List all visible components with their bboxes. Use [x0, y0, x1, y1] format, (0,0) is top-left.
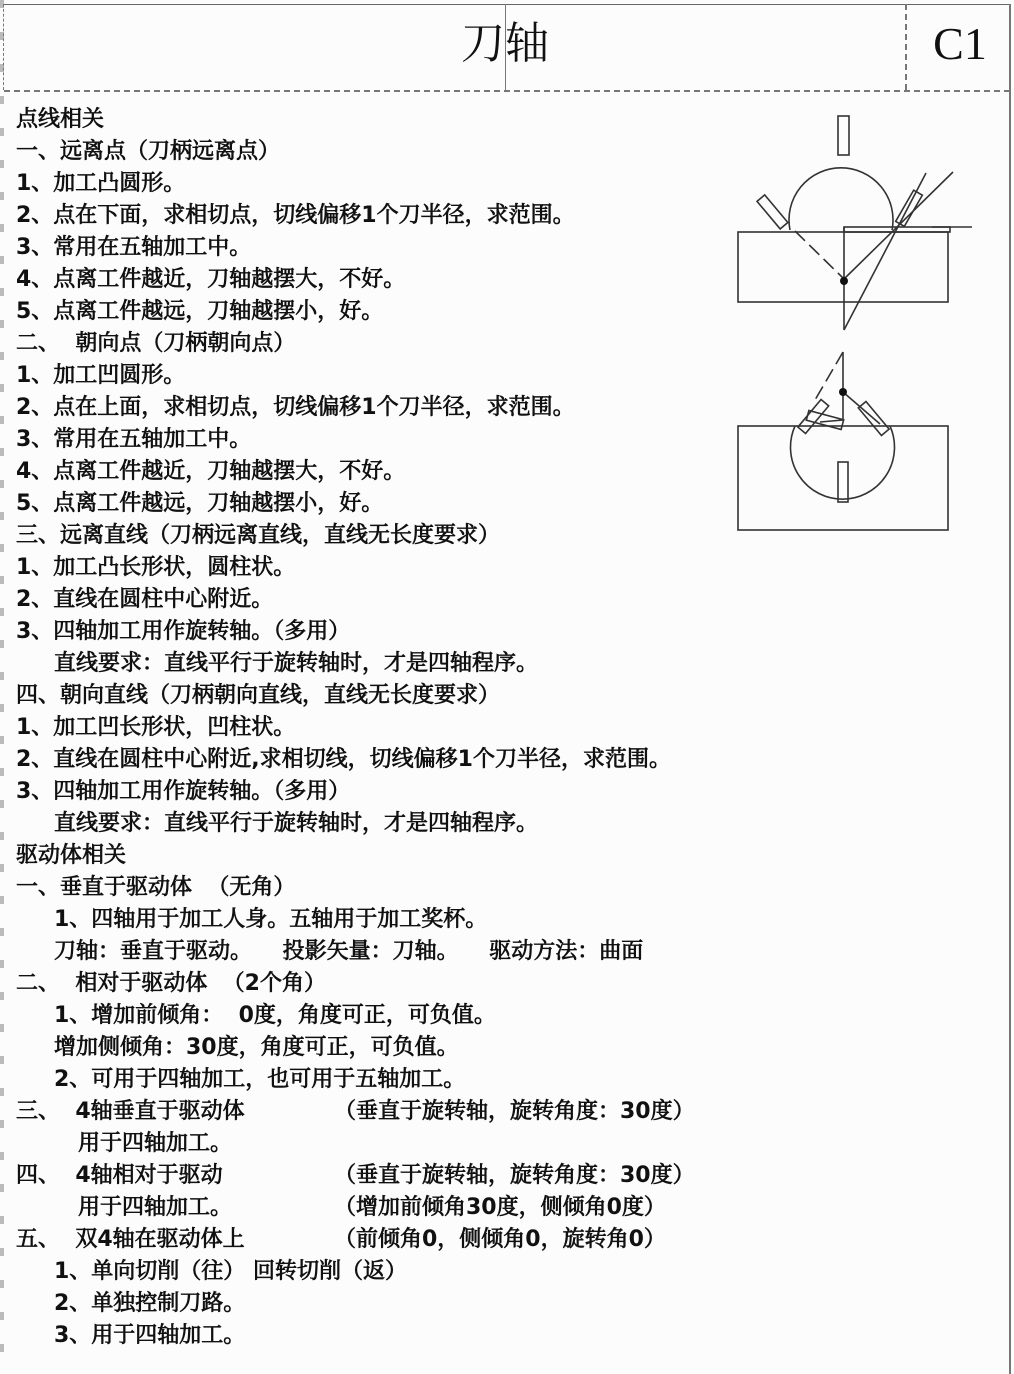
list-item: 2、点在上面，求相切点，切线偏移1个刀半径，求范围。	[16, 395, 575, 420]
toward-line-heading: 四、朝向直线（刀柄朝向直线，直线无长度要求）	[16, 683, 501, 708]
list-item: 3、用于四轴加工。	[54, 1323, 246, 1348]
list-item: 2、点在下面，求相切点，切线偏移1个刀半径，求范围。	[16, 203, 575, 228]
four-axis-relative-note2: （增加前倾角30度，侧倾角0度）	[334, 1195, 666, 1220]
list-item: 2、直线在圆柱中心附近,求相切线，切线偏移1个刀半径，求范围。	[16, 747, 671, 772]
far-line-heading: 三、远离直线（刀柄远离直线，直线无长度要求）	[16, 523, 501, 548]
tool-bottom	[838, 462, 848, 502]
list-item: 3、常用在五轴加工中。	[16, 427, 252, 452]
list-item: 1、加工凸圆形。	[16, 171, 186, 196]
workpiece-block	[738, 232, 948, 302]
far-point-marker	[840, 277, 848, 285]
page-title: 刀轴	[461, 18, 549, 69]
far-point-diagram	[720, 105, 1014, 340]
list-item: 用于四轴加工。	[78, 1195, 233, 1220]
four-axis-relative-note: （垂直于旋转轴，旋转角度：30度）	[334, 1163, 695, 1188]
workpiece-block	[738, 426, 948, 530]
list-item: 1、加工凹圆形。	[16, 363, 186, 388]
section-heading: 点线相关	[16, 107, 105, 132]
list-item: 5、点离工件越远，刀轴越摆小，好。	[16, 299, 384, 324]
page-code: C1	[933, 18, 987, 69]
four-axis-normal-note: （垂直于旋转轴，旋转角度：30度）	[334, 1099, 695, 1124]
tool-top	[838, 116, 849, 155]
list-item: 2、直线在圆柱中心附近。	[16, 587, 274, 612]
list-item: 1、四轴用于加工人身。五轴用于加工奖杯。	[54, 907, 488, 932]
list-item: 3、四轴加工用作旋转轴。（多用）	[16, 619, 351, 644]
dual-four-axis-note: （前倾角0，侧倾角0，旋转角0）	[334, 1227, 666, 1252]
list-item: 增加侧倾角：30度，角度可正，可负值。	[54, 1035, 459, 1060]
four-axis-relative-heading: 四、 4轴相对于驱动	[16, 1163, 223, 1188]
list-item: 用于四轴加工。	[78, 1131, 233, 1156]
relative-to-drive-heading: 二、 相对于驱动体 （2个角）	[16, 971, 326, 996]
header-bottom-divider	[4, 90, 1010, 92]
four-axis-normal-heading: 三、 4轴垂直于驱动体	[16, 1099, 245, 1124]
list-item: 3、常用在五轴加工中。	[16, 235, 252, 260]
section-heading: 驱动体相关	[16, 843, 127, 868]
list-item: 4、点离工件越近，刀轴越摆大，不好。	[16, 459, 406, 484]
tool-right	[896, 190, 923, 226]
list-item: 2、单独控制刀路。	[54, 1291, 246, 1316]
list-item: 3、四轴加工用作旋转轴。（多用）	[16, 779, 351, 804]
list-item: 5、点离工件越远，刀轴越摆小，好。	[16, 491, 384, 516]
list-item: 2、可用于四轴加工，也可用于五轴加工。	[54, 1067, 466, 1092]
toward-point-heading: 二、 朝向点（刀柄朝向点）	[16, 331, 296, 356]
far-point-heading: 一、远离点（刀柄远离点）	[16, 139, 281, 164]
tool-left	[757, 195, 788, 229]
list-item: 4、点离工件越近，刀轴越摆大，不好。	[16, 267, 406, 292]
list-item: 1、增加前倾角： 0度，角度可正，可负值。	[54, 1003, 496, 1028]
list-item: 1、加工凸长形状，圆柱状。	[16, 555, 296, 580]
toward-point-marker	[839, 388, 847, 396]
normal-to-drive-heading: 一、垂直于驱动体 （无角）	[16, 875, 296, 900]
toward-point-diagram	[720, 340, 1014, 540]
list-item: 1、单向切削（往） 回转切削（返）	[54, 1259, 407, 1284]
list-item: 刀轴：垂直于驱动。 投影矢量：刀轴。 驱动方法：曲面	[54, 939, 644, 964]
list-item: 1、加工凹长形状，凹柱状。	[16, 715, 296, 740]
tool-left-a	[798, 399, 829, 433]
header-left-divider	[3, 4, 4, 90]
line-requirement-note: 直线要求：直线平行于旋转轴时，才是四轴程序。	[54, 651, 539, 676]
convex-circle	[789, 168, 893, 230]
page-left-edge	[0, 0, 4, 1374]
line-requirement-note: 直线要求：直线平行于旋转轴时，才是四轴程序。	[54, 811, 539, 836]
dual-four-axis-heading: 五、 双4轴在驱动体上	[16, 1227, 245, 1252]
header-right-divider	[905, 4, 907, 90]
